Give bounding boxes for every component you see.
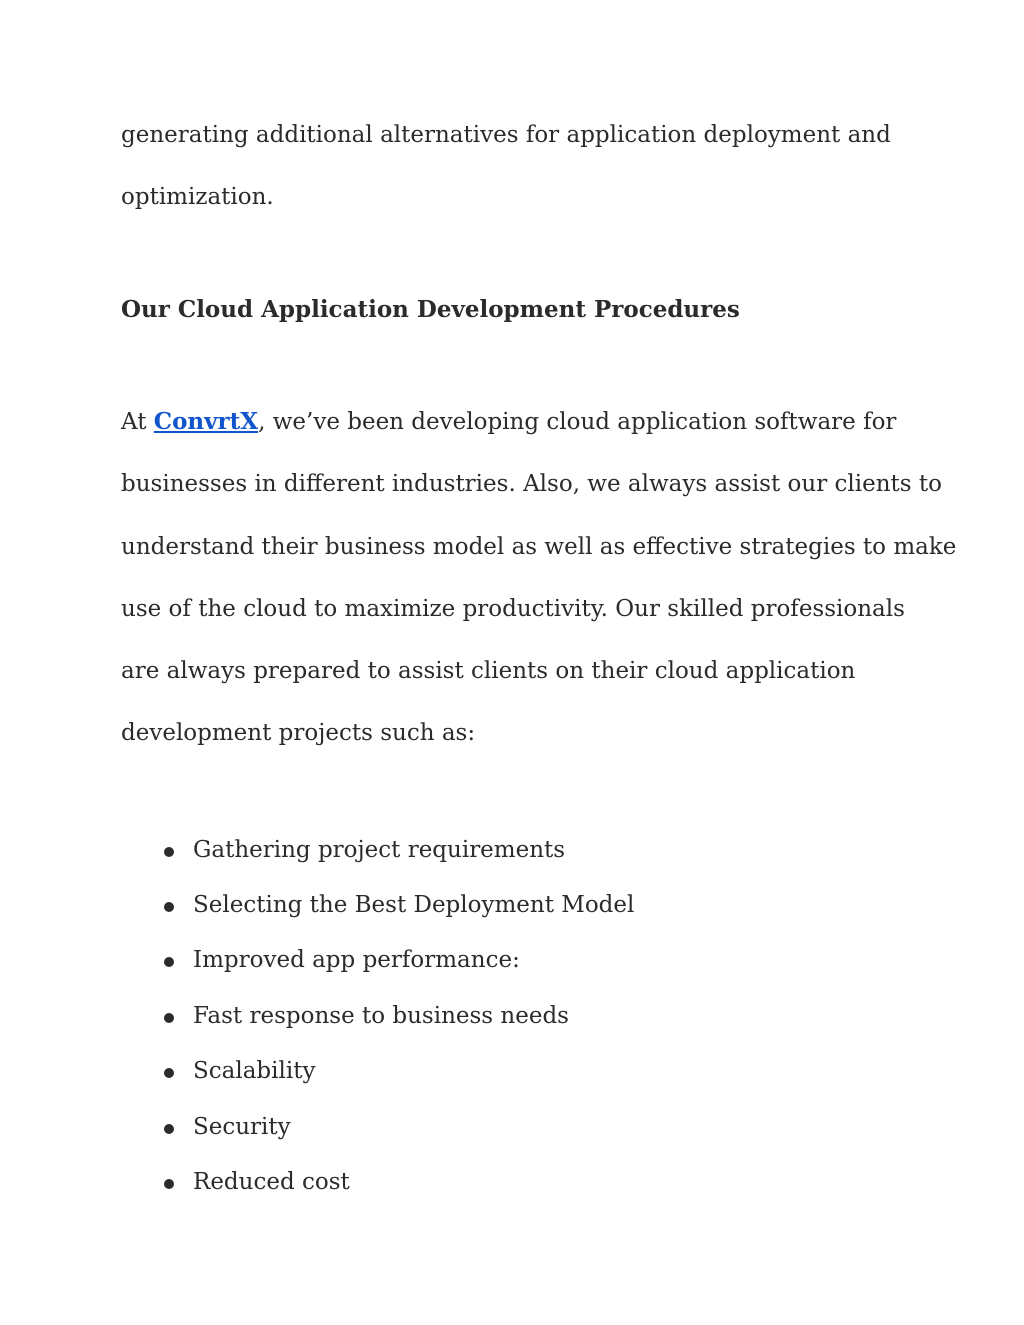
bullet-icon — [164, 1179, 174, 1189]
bullet-icon — [164, 1124, 174, 1134]
intro-line: development projects such as: — [121, 720, 476, 746]
intro-line-rest: , we’ve been developing cloud application software for — [258, 409, 897, 435]
list-item — [193, 945, 520, 975]
paragraph-line: generating additional alternatives for application deployment and — [121, 122, 891, 148]
bullet-icon — [164, 847, 174, 857]
intro-line: use of the cloud to maximize productivity. Our skilled professionals — [121, 596, 905, 622]
list-item-label: Security — [193, 1114, 291, 1140]
intro-line: understand their business model as well as effective strategies to make — [121, 534, 957, 560]
bullet-icon — [164, 957, 174, 967]
list-item — [193, 1056, 315, 1086]
intro-first-line — [121, 407, 896, 437]
list-item-label: Reduced cost — [193, 1169, 350, 1195]
convrtx-link[interactable]: ConvrtX — [153, 408, 259, 435]
list-item — [193, 1112, 291, 1142]
list-item-label: Improved app performance: — [193, 947, 520, 973]
list-item — [193, 890, 634, 920]
list-item — [193, 1167, 350, 1197]
list-item-label: Fast response to business needs — [193, 1003, 569, 1029]
list-item — [193, 835, 565, 865]
bullet-icon — [164, 902, 174, 912]
paragraph-line: optimization. — [121, 184, 274, 210]
intro-prefix: At — [121, 409, 154, 435]
list-item-label: Selecting the Best Deployment Model — [193, 892, 635, 918]
list-item-label: Scalability — [193, 1058, 316, 1084]
bullet-icon — [164, 1068, 174, 1078]
section-heading: Our Cloud Application Development Procedures — [121, 296, 740, 323]
list-item — [193, 1001, 569, 1031]
list-item-label: Gathering project requirements — [193, 837, 566, 863]
bullet-icon — [164, 1013, 174, 1023]
intro-line: businesses in different industries. Also, we always assist our clients to — [121, 471, 942, 497]
intro-line: are always prepared to assist clients on their cloud application — [121, 658, 856, 684]
